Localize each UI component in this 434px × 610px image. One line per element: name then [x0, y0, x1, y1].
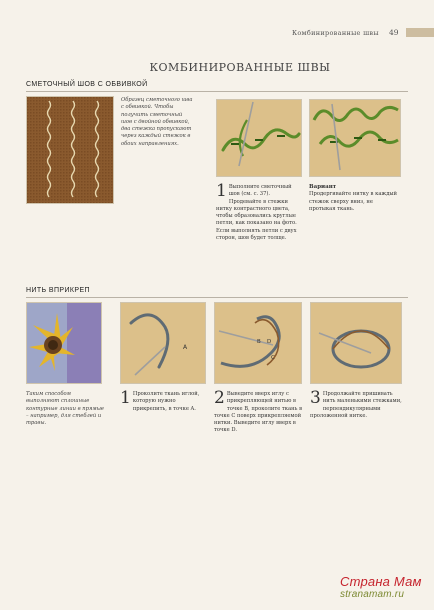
running-title: Комбинированные швы — [292, 29, 379, 37]
section-divider — [26, 297, 408, 298]
point-label-a: A — [183, 344, 188, 351]
page-title: КОМБИНИРОВАННЫЕ ШВЫ — [149, 61, 331, 74]
point-label-d: D — [267, 339, 272, 345]
step-number: 1 — [120, 388, 131, 408]
couching-step3-photo — [310, 302, 402, 384]
header-tab-bar — [406, 28, 434, 37]
couching-sample-sunflower-photo — [26, 302, 102, 384]
point-label-c: C — [271, 355, 275, 361]
section2-step2 — [214, 388, 302, 435]
section-heading-couching: НИТЬ ВПРИКРЕП — [26, 287, 90, 294]
section-divider — [26, 91, 408, 92]
section2-step3 — [310, 388, 402, 420]
watermark-brand: Страна Мам — [340, 574, 422, 589]
section-heading-whipped-running-stitch: СМЕТОЧНЫЙ ШОВ С ОБВИВКОЙ — [26, 81, 148, 88]
watermark-logo — [340, 574, 422, 600]
step-text: Проколите ткань иглой, которую нужно прикрепить, в точке A. — [132, 391, 200, 412]
step-text: Продолжайте пришивать нить маленькими стежками, перпендикулярными проложенной нитке. — [310, 391, 402, 419]
step-text: Выполните сметочный шов (см. с. 37). Продевайте в стежки нитку контрастного цвета, чтобы образовались круглые петли, как показано на фото. Если выполнять петли с двух сторон, шов будет толще. — [216, 184, 297, 242]
section2-step1 — [120, 388, 206, 413]
step-number: 1 — [216, 181, 227, 201]
section1-step1 — [216, 181, 302, 242]
page-number: 49 — [389, 28, 399, 37]
sample-caption: Образец сметочного шва с обвивкой. Чтобы получить сметочный шов с двойной обвивкой, два стежка пропускают через каждый стежок в обоих направлениях. — [121, 97, 193, 147]
step-number: 2 — [214, 388, 225, 408]
whipped-running-stitch-sample-photo — [26, 96, 114, 204]
couching-step1-photo — [120, 302, 206, 384]
couching-step2-photo — [214, 302, 302, 384]
step-text: Выведите вверх иглу с прикрепляющей нитью в точке B, проколите ткань в точке C поверх прикрепляемой нитки. Выведите иглу вверх в точке D. — [214, 391, 302, 434]
step-number: 3 — [310, 388, 321, 408]
variant-text: Продергивайте нитку в каждый стежок сверху вниз, не протыкая ткань. — [309, 191, 397, 212]
couching-sample-caption: Таким способом выполняют сплошные контурные линии в прямые – например, для стеблей и травы. — [26, 391, 104, 427]
variant-title: Вариант — [309, 184, 337, 190]
watermark-domain: stranamam.ru — [340, 589, 405, 600]
variant-photo — [309, 99, 401, 177]
variant-note — [309, 184, 401, 213]
whipping-step-photo — [216, 99, 302, 177]
point-label-b: B — [257, 339, 261, 345]
